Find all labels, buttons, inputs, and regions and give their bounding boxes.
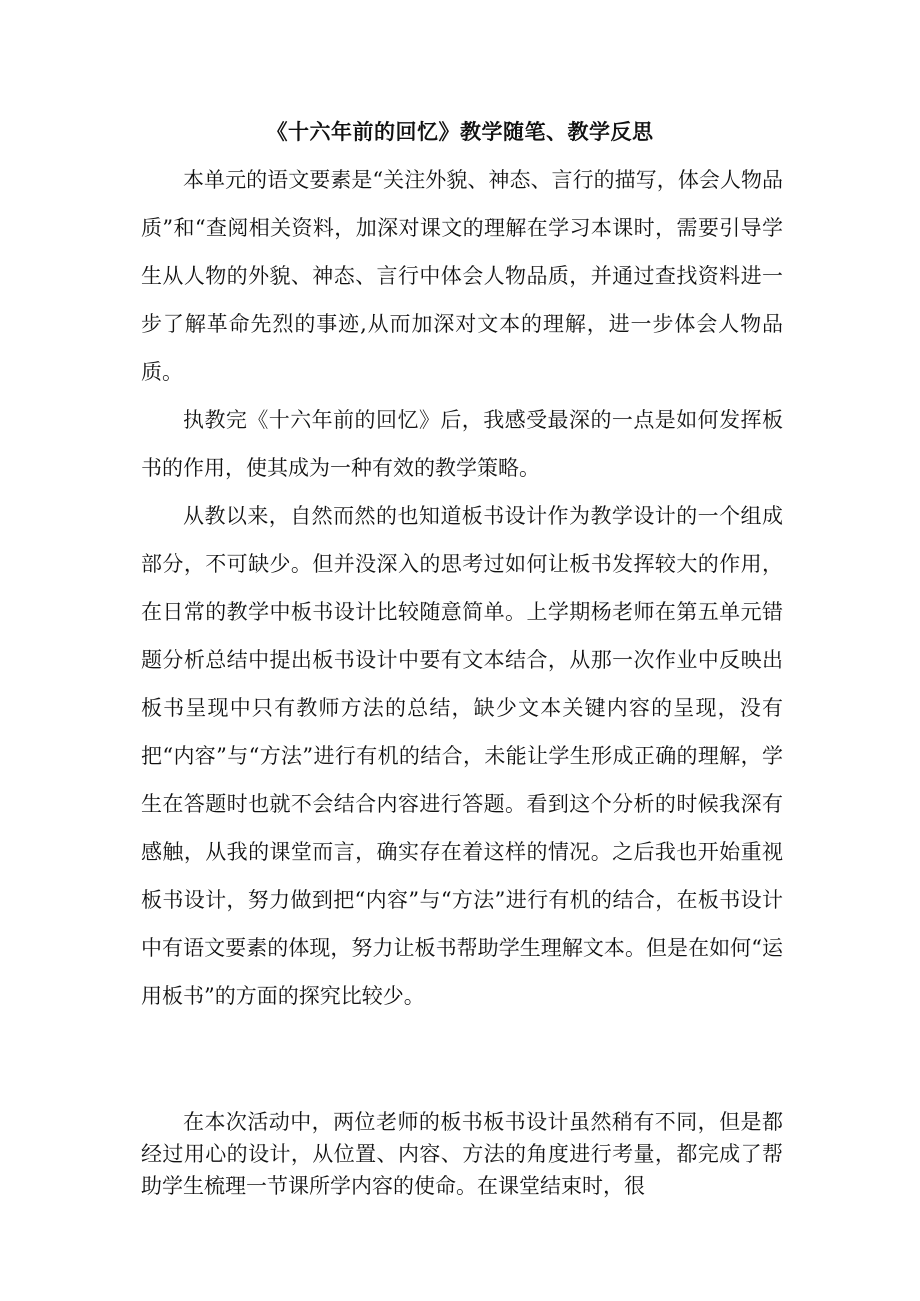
paragraph-4: 在本次活动中，两位老师的板书板书设计虽然稍有不同，但是都经过用心的设计，从位置、内容、方法的角度进行考量，都完成了帮助学生梳理一节课所学内容的使命。在课堂结束时，很: [141, 1110, 783, 1198]
paragraph-1: 本单元的语文要素是“关注外貌、神态、言行的描写，体会人物品质”和“查阅相关资料，加深对课文的理解在学习本课时，需要引导学生从人物的外貌、神态、言行中体会人物品质，并通过查找资料进一步了解革命先烈的事迹,从而加深对文本的理解，进一步体会人物品质。: [141, 168, 783, 384]
document-title: 《十六年前的回忆》教学随笔、教学反思: [266, 120, 654, 144]
paragraph-2: 执教完《十六年前的回忆》后，我感受最深的一点是如何发挥板书的作用，使其成为一种有效的教学策略。: [141, 408, 783, 480]
paragraph-3: 从教以来，自然而然的也知道板书设计作为教学设计的一个组成部分，不可缺少。但并没深入的思考过如何让板书发挥较大的作用，在日常的教学中板书设计比较随意简单。上学期杨老师在第五单元错题分析总结中提出板书设计中要有文本结合，从那一次作业中反映出板书呈现中只有教师方法的总结，缺少文本关键内容的呈现，没有把“内容”与“方法”进行有机的结合，未能让学生形成正确的理解，学生在答题时也就不会结合内容进行答题。看到这个分析的时候我深有感触，从我的课堂而言，确实存在着这样的情况。之后我也开始重视板书设计，努力做到把“内容”与“方法”进行有机的结合，在板书设计中有语文要素的体现，努力让板书帮助学生理解文本。但是在如何“运用板书”的方面的探究比较少。: [141, 504, 783, 1008]
